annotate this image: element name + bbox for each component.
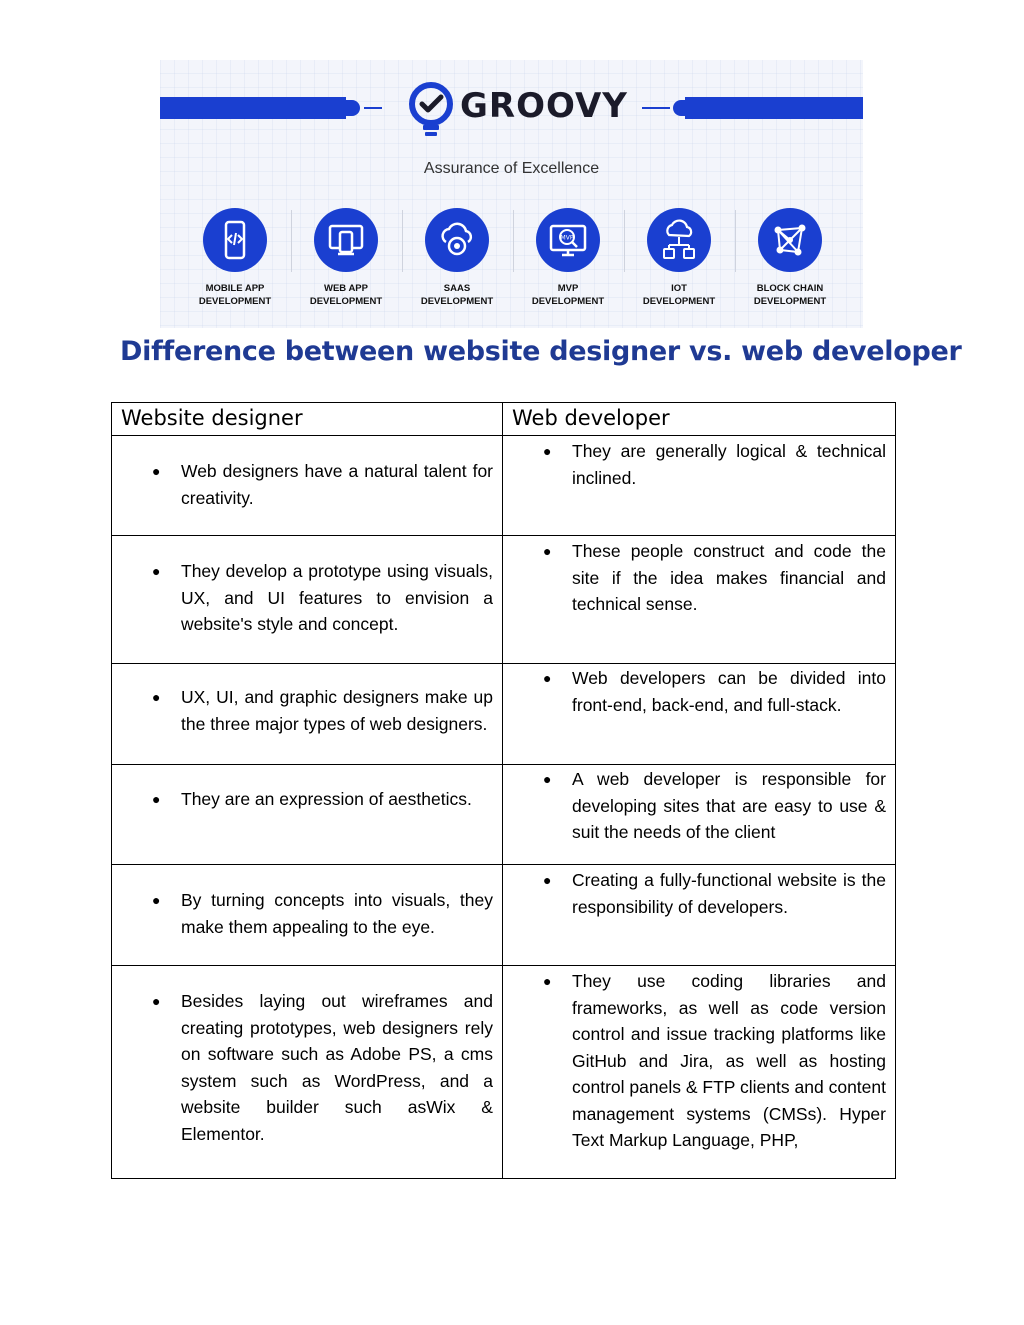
mvp-monitor-icon <box>536 208 600 272</box>
service-label-line1: MVP <box>557 283 579 294</box>
designer-point: They develop a prototype using visuals, UX, and UI features to envision a website's style and concept. <box>181 561 493 634</box>
bullet-icon: ● <box>543 543 552 559</box>
service-label-line2: DEVELOPMENT <box>420 296 494 307</box>
table-row <box>112 536 896 664</box>
designer-point: They are an expression of aesthetics. <box>181 789 472 809</box>
groovy-banner <box>160 60 863 328</box>
service-label-line1: WEB APP <box>324 283 368 294</box>
table-row <box>112 765 896 865</box>
cloud-gear-icon <box>425 208 489 272</box>
designer-point: Web designers have a natural talent for creativity. <box>181 461 493 508</box>
service-web-app <box>296 208 396 308</box>
table-row <box>112 664 896 765</box>
bullet-icon: ● <box>543 872 552 888</box>
table-row <box>112 865 896 966</box>
service-label-line2: DEVELOPMENT <box>198 296 272 307</box>
table-row <box>112 966 896 1179</box>
mvp-badge: MVP <box>560 234 574 242</box>
bullet-icon: ● <box>543 973 552 989</box>
service-divider <box>735 210 736 272</box>
service-mobile-app <box>185 208 285 308</box>
service-label-line2: DEVELOPMENT <box>309 296 383 307</box>
service-label-line2: DEVELOPMENT <box>642 296 716 307</box>
bullet-icon: ● <box>152 463 161 479</box>
service-label-line2: DEVELOPMENT <box>531 296 605 307</box>
bullet-icon: ● <box>152 563 161 579</box>
banner-line-left <box>364 107 382 109</box>
web-app-icon <box>314 208 378 272</box>
page-title: Difference between website designer vs. web developer <box>120 336 962 367</box>
service-iot <box>629 208 729 308</box>
developer-point: They are generally logical & technical inclined. <box>572 441 886 488</box>
iot-cloud-icon <box>647 208 711 272</box>
service-block-chain <box>740 208 840 308</box>
developer-point: Creating a fully-functional website is the responsibility of developers. <box>572 870 886 917</box>
developer-point: Web developers can be divided into front-end, back-end, and full-stack. <box>572 668 886 715</box>
service-divider <box>624 210 625 272</box>
service-divider <box>513 210 514 272</box>
service-label-line2: DEVELOPMENT <box>753 296 827 307</box>
banner-bar-left <box>160 97 346 119</box>
bullet-icon: ● <box>152 993 161 1009</box>
brand-name: GROOVY <box>460 86 628 126</box>
banner-bar-right <box>685 97 863 119</box>
designer-point: UX, UI, and graphic designers make up the three major types of web designers. <box>181 687 493 734</box>
mobile-code-icon <box>203 208 267 272</box>
service-label-line1: MOBILE APP <box>205 283 265 294</box>
table-row <box>112 436 896 536</box>
bullet-icon: ● <box>152 689 161 705</box>
designer-point: Besides laying out wireframes and creating prototypes, web designers rely on software such as Adobe PS, a cms system such as WordPress, and a website builder such asWix & Elementor. <box>181 991 493 1144</box>
header-website-designer: Website designer <box>112 403 503 436</box>
bullet-icon: ● <box>152 892 161 908</box>
bullet-icon: ● <box>543 443 552 459</box>
table-header-row <box>112 403 896 436</box>
designer-point: By turning concepts into visuals, they make them appealing to the eye. <box>181 890 493 937</box>
comparison-table <box>111 402 896 1179</box>
blockchain-network-icon <box>758 208 822 272</box>
bullet-icon: ● <box>543 670 552 686</box>
groovy-logo-bulb-icon <box>408 82 454 138</box>
service-divider <box>291 210 292 272</box>
service-saas <box>407 208 507 308</box>
header-web-developer: Web developer <box>503 403 896 436</box>
developer-point: A web developer is responsible for developing sites that are easy to use & suit the needs of the client <box>572 769 886 842</box>
developer-point: They use coding libraries and frameworks, as well as code version control and issue tracking platforms like GitHub and Jira, as well as hosting control panels & FTP clients and content management systems (CMSs). Hyper Text Markup Language, PHP, <box>572 971 886 1150</box>
service-label-line1: BLOCK CHAIN <box>756 283 824 294</box>
bullet-icon: ● <box>152 791 161 807</box>
service-mvp <box>518 208 618 308</box>
bullet-icon: ● <box>543 771 552 787</box>
service-divider <box>402 210 403 272</box>
banner-bar-left-cap <box>346 100 360 116</box>
brand-tagline: Assurance of Excellence <box>423 160 600 177</box>
banner-line-right <box>642 107 670 109</box>
service-label-line1: IOT <box>671 283 687 294</box>
developer-point: These people construct and code the site if the idea makes financial and technical sense. <box>572 541 886 614</box>
service-label-line1: SAAS <box>443 283 471 294</box>
